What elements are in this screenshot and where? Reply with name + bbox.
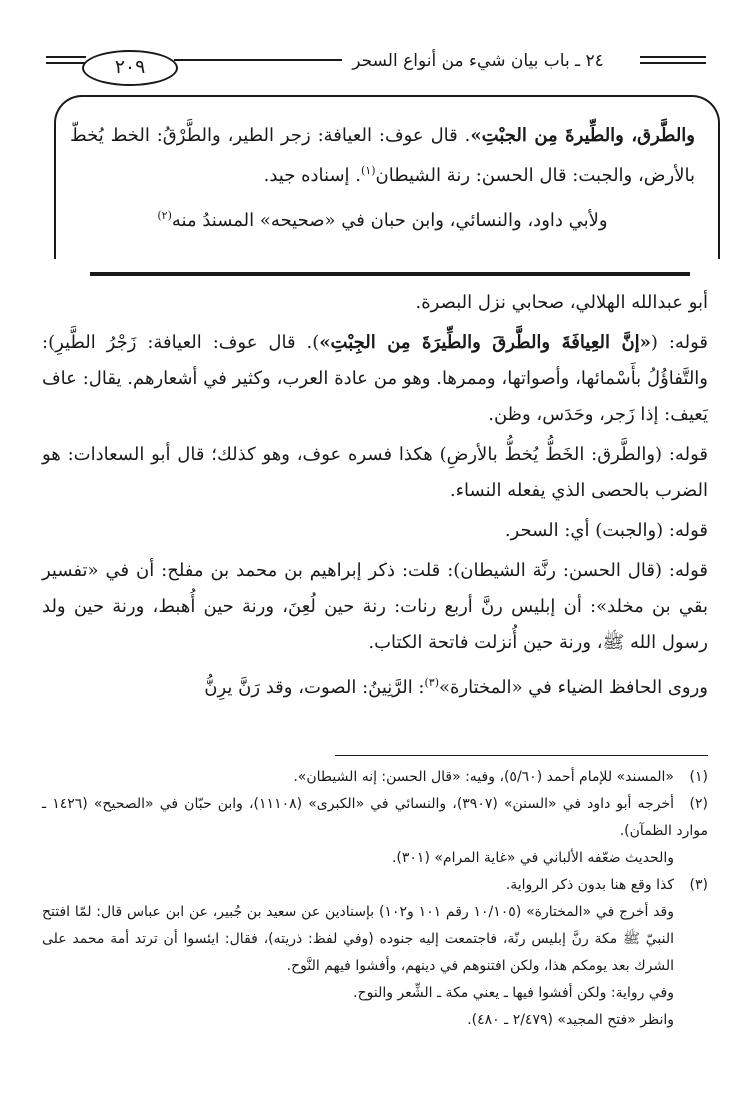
footnote-2-cont: والحديث ضعّفه الألباني في «غاية المرام» (٣٠١). xyxy=(391,850,674,866)
footnote-ref-2: (٢) xyxy=(157,209,172,222)
footnote-ref-1: (١) xyxy=(360,164,376,177)
quote-line-1 xyxy=(70,118,695,193)
running-title: ٢٤ ـ باب بيان شيء من أنواع السحر xyxy=(352,51,604,71)
footnote-ref-3: (٣) xyxy=(424,676,439,689)
footnote-3-body: وقد أخرج في «المختارة» (١٠/١٠٥ رقم ١٠١ و١٠٢) بإسنادين عن سعيد بن جُبير، عن ابن عباس قال: لمّا افتتح النبيّ ﷺ مكة رنَّ إبليس رنّة، فاجتمعت إليه جنوده (وفي لفظ: ذريته)، فقال: ايئسوا أن ترتد أمة محمد على الشرك بعد يومكم هذا، ولكن افتنوهم في دينهم، وأفشوا فيهم النَّوح. xyxy=(42,904,675,974)
p2-rest: ). قال عوف: العيافة: زَجْرُ الطَّيرِ): والتَّفاؤُلُ بأَسْمائها، وأصواتها، وممرها. وهو من عادة العرب، وكثير في أشعارهم. يقال: عاف يَعيف: إذا زَجر، وحَدَس، وظن. xyxy=(42,332,708,425)
footnote-2 xyxy=(42,791,708,845)
page-header xyxy=(0,22,751,92)
footnotes xyxy=(42,764,708,1034)
p2-intro: قوله: ( xyxy=(650,332,708,353)
quote-line-2 xyxy=(70,198,695,238)
footnote-3-variant: وفي رواية: ولكن أفشوا فيها ـ يعني مكة ـ الشِّعر والنوح. xyxy=(353,985,674,1001)
header-rule-left-top xyxy=(46,56,86,58)
header-rule-left-bottom xyxy=(46,62,86,64)
header-rule-right-bottom xyxy=(640,62,706,64)
paragraph-3: قوله: (والطَّرق: الخَطُّ يُخطُّ بالأرضِ) هكذا فسره عوف، وهو كذلك؛ قال أبو السعادات: هو الضرب بالحصى الذي يفعله النساء. xyxy=(42,444,708,501)
footnote-rule xyxy=(335,755,708,756)
footnote-3 xyxy=(42,872,708,899)
paragraph-5: قوله: (قال الحسن: رنَّة الشيطان): قلت: ذكر إبراهيم بن محمد بن مفلح: أن في «تفسير بقي بن مخلد»: أن إبليس رنَّ أربع رنات: رنة حين لُعِنَ، ورنة حين أُهبط، ورنة حين ولد رسول الله ﷺ، ورنة حين أُنزلت فاتحة الكتاب. xyxy=(42,560,708,653)
footnote-2-text: أخرجه أبو داود في «السنن» (٣٩٠٧)، والنسائي في «الكبرى» (١١١٠٨)، وابن حبّان في «الصحيح» (١٤٢٦ ـ موارد الظمآن). xyxy=(42,796,708,839)
p6-rest: : الرَّنِينُ: الصوت، وقد رَنَّ يرِنُّ xyxy=(204,677,425,698)
paragraph-6 xyxy=(42,665,708,706)
footnote-3-ref: وانظر «فتح المجيد» (٢/٤٧٩ ـ ٤٨٠). xyxy=(467,1012,674,1028)
footnote-3-number: (٣) xyxy=(689,877,708,893)
footnote-1 xyxy=(42,764,708,791)
p6-text: وروى الحافظ الضياء في «المختارة» xyxy=(439,677,708,698)
quote-bold: والطَّرق، والطِّيرةَ مِن الجبْتِ» xyxy=(470,125,695,146)
commentary-body xyxy=(42,285,708,710)
footnote-1-number: (١) xyxy=(689,769,708,785)
hadith-quote xyxy=(70,118,695,238)
paragraph-1: أبو عبدالله الهلالي، صحابي نزل البصرة. xyxy=(415,292,708,313)
p2-bold: «إنَّ العِيافَةَ والطَّرقَ والطِّيرَةَ مِن الجِبْتِ» xyxy=(319,332,651,353)
footnote-2-number: (٢) xyxy=(689,796,708,812)
quote-line-2-text: ولأبي داود، والنسائي، وابن حبان في «صحيحه» المسندُ منه xyxy=(171,210,608,231)
header-rule-right-top xyxy=(640,56,706,58)
section-separator xyxy=(90,272,690,276)
paragraph-4: قوله: (والجبت) أي: السحر. xyxy=(504,520,708,541)
quote-end: . إسناده جيد. xyxy=(263,165,361,186)
footnote-3-text: كذا وقع هنا بدون ذكر الرواية. xyxy=(505,877,674,893)
header-rule-mid xyxy=(174,59,342,61)
quote-text: . قال عوف: العيافة: زجر الطير، والطَّرْقُ: الخط يُخطّ بالأرض، والجبت: قال الحسن: رنة الشيطان xyxy=(70,125,695,186)
page-number: ٢٠٩ xyxy=(82,50,178,86)
paragraph-2 xyxy=(42,325,708,433)
footnote-1-text: «المسند» للإمام أحمد (٥/٦٠)، وفيه: «قال الحسن: إنه الشيطان». xyxy=(293,769,674,785)
